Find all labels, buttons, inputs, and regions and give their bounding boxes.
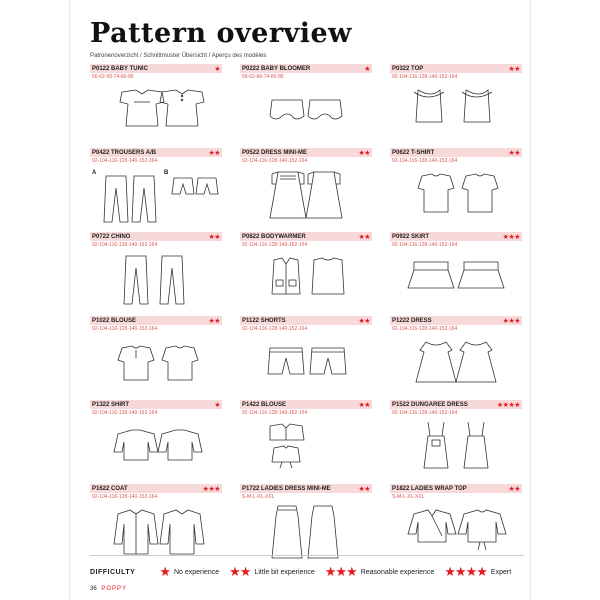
difficulty-stars: ★★ [208,149,220,157]
difficulty-stars: ★★ [358,485,370,493]
difficulty-level [229,564,315,580]
wrap-top-sketch [392,502,520,560]
pattern-sizes: 92-104-116-128-140-152-164 [392,242,458,248]
brand-name: POPPY [101,586,128,592]
pattern-card [90,64,222,144]
pattern-card [390,484,522,564]
pattern-header [90,316,222,325]
footer-divider [90,555,524,556]
star-icon: ★ [159,564,170,579]
dress-mini-me-sketch [242,166,370,224]
coat-sketch [92,502,220,560]
pattern-card [240,484,372,564]
pattern-header [90,64,222,73]
pattern-sizes: 92-104-116-128-140-152-164 [392,326,458,332]
pattern-card [390,148,522,228]
dungaree-dress-sketch [392,418,520,476]
pattern-sizes: 56-62-68-74-80-86 [242,74,284,80]
difficulty-stars: ★★★ [502,317,520,325]
pattern-header [90,148,222,157]
difficulty-level [159,564,219,580]
pattern-header [240,64,372,73]
pattern-sizes: 92-104-116-128-140-152-164 [92,326,158,332]
pattern-sizes: 56-62-68-74-80-86 [92,74,134,80]
shorts-sketch [242,334,370,392]
difficulty-stars: ★★★ [202,485,220,493]
pattern-sizes: 92-104-116-128-140-152-164 [242,410,308,416]
difficulty-stars: ★ [364,65,370,73]
difficulty-stars: ★★ [508,149,520,157]
pattern-name: P1422 BLOUSE [242,401,287,408]
difficulty-stars: ★★ [208,317,220,325]
pattern-name: P1322 SHIRT [92,401,130,408]
pattern-header [240,316,372,325]
difficulty-level [444,564,511,580]
difficulty-stars: ★ [214,65,220,73]
pattern-card [390,316,522,396]
pattern-name: P0822 BODYWARMER [242,233,306,240]
pattern-header [390,148,522,157]
pattern-name: P0922 SKIRT [392,233,430,240]
variant-b-label: B [164,170,169,176]
difficulty-level [325,564,435,580]
pattern-sizes: S-M-L-XL-XXL [392,494,425,500]
page-title: Pattern overview [90,18,352,49]
pattern-header [90,400,222,409]
page-subtitle: Patronenoverzicht / Schnittmuster Übersicht / Aperçu des modèles [90,53,267,59]
pattern-name: P0722 CHINO [92,233,131,240]
pattern-card [90,232,222,312]
pattern-sizes: 92-104-116-128-140-152-164 [392,74,458,80]
pattern-sizes: 92-104-116-128-140-152-164 [92,494,158,500]
pattern-card [390,64,522,144]
pattern-sizes: 92-104-116-128-140-152-164 [242,326,308,332]
pattern-name: P0422 TROUSERS A/B [92,149,157,156]
pattern-sizes: 92-104-116-128-140-152-164 [392,410,458,416]
difficulty-stars: ★★★ [502,233,520,241]
pattern-sizes: 92-104-116-128-140-152-164 [92,158,158,164]
pattern-name: P1722 LADIES DRESS MINI-ME [242,485,331,492]
pattern-card [90,400,222,480]
pattern-sizes: 92-104-116-128-140-152-164 [242,158,308,164]
page-number: 36 [90,586,97,592]
pattern-name: P1222 DRESS [392,317,432,324]
pattern-card [90,148,222,228]
pattern-header [240,484,372,493]
difficulty-text: No experience [173,568,220,576]
pattern-card [240,64,372,144]
bodywarmer-sketch [242,250,370,308]
pattern-name: P1822 LADIES WRAP TOP [392,485,467,492]
star-icon: ★★★ [324,564,357,579]
pattern-header [240,148,372,157]
pattern-header [240,400,372,409]
page-footer [90,586,127,592]
pattern-header [90,232,222,241]
pattern-card [240,148,372,228]
t-shirt-sketch [392,166,520,224]
difficulty-text: Expert [490,568,512,576]
pattern-header [390,400,522,409]
skirt-sketch [392,250,520,308]
trousers-sketch [92,166,220,224]
pattern-name: P0322 TOP [392,65,424,72]
pattern-name: P1522 DUNGAREE DRESS [392,401,468,408]
pattern-sizes: S-M-L-XL-XXL [242,494,275,500]
dress-sketch [392,334,520,392]
blouse-tie-sketch [242,418,370,476]
difficulty-stars: ★★ [358,317,370,325]
pattern-header [390,484,522,493]
pattern-sizes: 92-104-116-128-140-152-164 [242,242,308,248]
pattern-header [390,316,522,325]
pattern-name: P0122 BABY TUNIC [92,65,148,72]
difficulty-stars: ★★★★ [496,401,520,409]
pattern-card [90,316,222,396]
pattern-card [390,232,522,312]
pattern-sizes: 92-104-116-128-140-152-164 [92,410,158,416]
difficulty-stars: ★★ [508,65,520,73]
pattern-card [390,400,522,480]
pattern-name: P1122 SHORTS [242,317,286,324]
difficulty-stars: ★★ [508,485,520,493]
baby-bloomer-sketch [242,82,370,140]
pattern-name: P0222 BABY BLOOMER [242,65,311,72]
variant-a-label: A [92,170,97,176]
chino-sketch [92,250,220,308]
pattern-name: P1022 BLOUSE [92,317,137,324]
star-icon: ★★ [229,564,251,579]
pattern-header [240,232,372,241]
pattern-sizes: 92-104-116-128-140-152-164 [92,242,158,248]
pattern-name: P1622 COAT [92,485,128,492]
pattern-card [240,316,372,396]
top-sketch [392,82,520,140]
pattern-sizes: 92-104-116-128-140-152-164 [392,158,458,164]
shirt-sketch [92,418,220,476]
baby-tunic-sketch [92,82,220,140]
difficulty-stars: ★★ [358,233,370,241]
ladies-dress-sketch [242,502,370,560]
difficulty-stars: ★★ [208,233,220,241]
difficulty-text: Reasonable experience [360,568,435,576]
star-icon: ★★★★ [444,564,487,579]
difficulty-label: DIFFICULTY [90,568,136,576]
pattern-card [90,484,222,564]
difficulty-stars: ★ [214,401,220,409]
pattern-name: P0522 DRESS MINI-ME [242,149,308,156]
pattern-header [390,232,522,241]
difficulty-stars: ★★ [358,149,370,157]
pattern-card [240,400,372,480]
difficulty-legend [90,562,524,582]
difficulty-text: Little bit experience [254,568,315,576]
pattern-name: P0622 T-SHIRT [392,149,435,156]
pattern-header [390,64,522,73]
blouse-sketch [92,334,220,392]
pattern-card [240,232,372,312]
pattern-header [90,484,222,493]
difficulty-stars: ★★ [358,401,370,409]
